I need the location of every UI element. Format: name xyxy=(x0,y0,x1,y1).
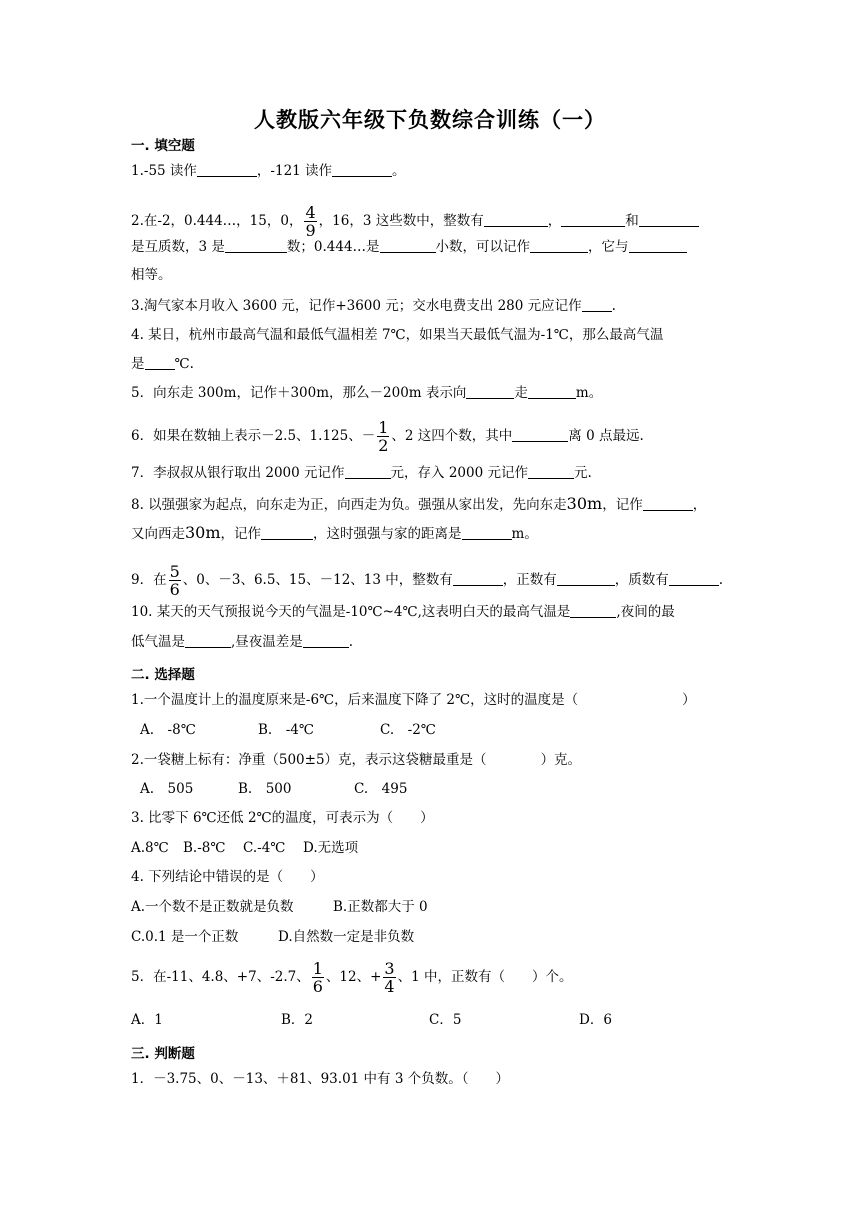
answer-blank[interactable] xyxy=(466,384,514,399)
choice-option[interactable]: A. -8℃ xyxy=(140,722,196,738)
answer-blank[interactable] xyxy=(561,212,625,227)
question-fill-10: 10. 某天的天气预报说今天的气温是-10℃~4℃,这表明白天的最高气温是 ,夜间的最 xyxy=(131,604,675,620)
choice-5-options xyxy=(131,1010,612,1030)
question-choice-5: 5．在-11、4.8、+7、-2.7、 $\frac{1}{6}$ 、12、+ $\frac{3}{4}$ 、1 中，正数有（ ）个。 xyxy=(131,959,573,996)
question-fill-2-cont: 是互质数，3 是 数；0.444…是 小数，可以记作 ，它与 xyxy=(131,237,687,257)
question-fill-2-end: 相等。 xyxy=(131,267,172,283)
choice-option[interactable]: D.无选项 xyxy=(303,840,359,856)
question-fill-5: 5．向东走 300m，记作＋300m，那么－200m 表示向 走 m。 xyxy=(131,385,603,401)
choice-option[interactable]: B.正数都大于 0 xyxy=(333,899,428,915)
choice-option[interactable]: B. 500 xyxy=(238,781,292,797)
answer-blank[interactable] xyxy=(484,212,548,227)
answer-blank[interactable] xyxy=(462,525,512,540)
answer-blank[interactable] xyxy=(453,571,503,586)
choice-option[interactable]: C. -2℃ xyxy=(380,722,436,738)
choice-option[interactable]: C.0.1 是一个正数 xyxy=(131,929,239,945)
choice-1-options xyxy=(140,720,436,740)
choice-option[interactable]: C.-4℃ xyxy=(243,840,286,856)
section-fill-in: 一. 填空题 xyxy=(131,138,195,154)
question-judge-1: 1．－3.75、0、－13、＋81、93.01 中有 3 个负数。（ ） xyxy=(131,1071,509,1087)
choice-option[interactable]: A.一个数不是正数就是负数 xyxy=(131,899,294,915)
answer-blank[interactable] xyxy=(639,212,699,227)
fraction: $\frac{3}{4}$ xyxy=(384,959,395,996)
answer-blank[interactable] xyxy=(528,384,576,399)
question-fill-7: 7．李叔叔从银行取出 2000 元记作 元，存入 2000 元记作 元. xyxy=(131,465,592,481)
section-true-false: 三. 判断题 xyxy=(131,1046,195,1062)
fraction: $\frac{1}{2}$ xyxy=(378,418,389,455)
choice-option[interactable]: D．6 xyxy=(579,1012,612,1028)
question-fill-4-cont: 是 ℃. xyxy=(131,356,194,372)
choice-2-options xyxy=(140,779,407,799)
question-choice-2: 2.一袋糖上标有：净重（500±5）克，表示这袋糖最重是（ ）克。 xyxy=(131,752,582,768)
question-fill-2: 2.在-2，0.444…，15，0， $\frac{4}{9}$ ，16，3 这些数中，整数有 ， 和 xyxy=(131,204,699,239)
question-fill-4: 4. 某日，杭州市最高气温和最低气温相差 7℃，如果当天最低气温为-1℃，那么最高气温 xyxy=(131,327,664,343)
answer-blank[interactable] xyxy=(557,571,615,586)
question-choice-4: 4. 下列结论中错误的是（ ） xyxy=(131,869,324,885)
answer-blank[interactable] xyxy=(629,238,687,253)
choice-4-options-row1 xyxy=(131,897,428,917)
question-fill-8: 8. 以强强家为起点，向东走为正，向西走为负。强强从家出发，先向东走30m，记作 ， xyxy=(131,494,707,513)
answer-blank[interactable] xyxy=(530,238,588,253)
answer-blank[interactable] xyxy=(303,633,349,648)
answer-blank[interactable] xyxy=(528,464,574,479)
choice-option[interactable]: A. 505 xyxy=(140,781,194,797)
page-title: 人教版六年级下负数综合训练（一） xyxy=(254,108,606,132)
question-fill-6: 6．如果在数轴上表示－2.5、1.125、－ $\frac{1}{2}$ 、2 这四个数，其中 离 0 点最远. xyxy=(131,418,644,455)
question-fill-8-cont: 又向西走30m，记作 ，这时强强与家的距离是 m。 xyxy=(131,523,538,542)
choice-option[interactable]: A．1 xyxy=(131,1012,163,1028)
question-fill-9: 9．在 $\frac{5}{6}$ 、0、－3、6.5、15、－12、13 中，整数有 ，正数有 ，质数有 . xyxy=(131,562,724,599)
answer-blank[interactable] xyxy=(380,238,436,253)
choice-option[interactable]: B.-8℃ xyxy=(183,840,226,856)
choice-3-options xyxy=(131,838,358,858)
choice-option[interactable]: C．5 xyxy=(429,1012,462,1028)
question-choice-1: 1.一个温度计上的温度原来是-6℃，后来温度下降了 2℃，这时的温度是（ ） xyxy=(131,692,696,708)
answer-blank[interactable] xyxy=(185,633,231,648)
answer-blank[interactable] xyxy=(669,571,719,586)
question-choice-3: 3. 比零下 6℃还低 2℃的温度，可表示为（ ） xyxy=(131,810,434,826)
question-fill-3: 3.淘气家本月收入 3600 元，记作+3600 元；交水电费支出 280 元应记作 . xyxy=(131,298,616,314)
answer-blank[interactable] xyxy=(643,496,693,511)
fraction: $\frac{1}{6}$ xyxy=(312,959,323,996)
answer-blank[interactable] xyxy=(570,603,616,618)
answer-blank[interactable] xyxy=(582,297,612,312)
fraction: $\frac{4}{9}$ xyxy=(305,203,316,240)
choice-option[interactable]: B．2 xyxy=(281,1012,314,1028)
choice-4-options-row2 xyxy=(131,927,414,947)
answer-blank[interactable] xyxy=(145,355,175,370)
fraction: $\frac{5}{6}$ xyxy=(169,562,180,599)
answer-blank[interactable] xyxy=(332,162,392,177)
answer-blank[interactable] xyxy=(197,162,257,177)
answer-blank[interactable] xyxy=(345,464,391,479)
answer-blank[interactable] xyxy=(225,238,287,253)
choice-option[interactable]: B. -4℃ xyxy=(258,722,314,738)
choice-option[interactable]: C. 495 xyxy=(354,781,408,797)
answer-blank[interactable] xyxy=(512,427,568,442)
choice-option[interactable]: A.8℃ xyxy=(131,840,169,856)
choice-option[interactable]: D.自然数一定是非负数 xyxy=(278,929,415,945)
question-fill-10-cont: 低气温是 ,昼夜温差是 . xyxy=(131,634,354,650)
answer-blank[interactable] xyxy=(261,525,313,540)
question-fill-1: 1.-55 读作 ，-121 读作 。 xyxy=(131,163,406,179)
section-multiple-choice: 二. 选择题 xyxy=(131,667,195,683)
